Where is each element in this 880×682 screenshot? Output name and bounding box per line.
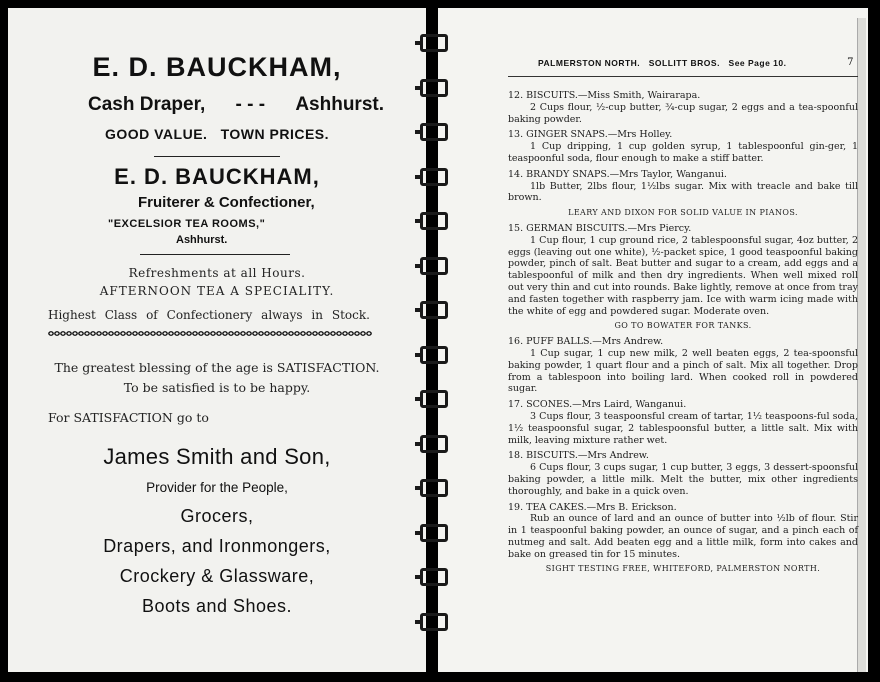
spiral-coil [420,613,448,631]
word: in [311,308,323,322]
recipe-title: 14. BRANDY SNAPS.—Mrs Taylor, Wanganui. [508,168,727,180]
page-number: 7 [847,57,854,68]
ad3-crockery: Crockery & Glassware, [119,566,315,586]
recipe-body: 3 Cups flour, 3 teaspoonsful cream of tartar, 1½ teaspoons-ful soda, 1½ teaspoonsful sugar, 2 tablespoonsful butter, a little salt. Mix with milk, leaving mixture rather wet. [508,410,858,446]
ad3-business-name: James Smith and Son, [103,444,331,469]
recipe-entry [508,169,858,219]
word: of [146,308,158,322]
recipe-body: 1 Cup flour, 1 cup ground rice, 2 tablespoonsful sugar, 4oz butter, 2 eggs (leaving out one white), ½-packet spice, 1 good teaspoonful baking powder, pinch of salt. Beat butter and sugar to a cream, add eggs and a tablespoonful of milk and then dry ingredients. When well mixed roll out very thin and cut into rounds. Bake lightly, remove at once from tray and fasten together with raspberry jam. Ice with warm icing made with the white of egg and powdered sugar. Moderate oven. [508,234,858,317]
recipe-title: 16. PUFF BALLS.—Mrs Andrew. [508,336,664,348]
recipe-entry [508,129,858,164]
ad2-subtitle: Fruiterer & Confectioner, [138,194,315,211]
inline-advert: GO TO BOWATER FOR TANKS. [614,321,752,331]
recipe-entry [508,502,858,576]
word: always [261,308,303,322]
ad1-business-name: E. D. BAUCKHAM, [92,52,342,82]
inline-advert: LEARY AND DIXON FOR SOLID VALUE IN PIANOS. [568,208,798,218]
page-edge [857,18,866,672]
spiral-coil [420,568,448,586]
divider [140,254,290,255]
recipe-body: Rub an ounce of lard and an ounce of butter into ½lb of flour. Stir in 1 teaspoonful baking powder, an ounce of sugar, and a pinch each of nutmeg and salt. Add beaten egg and a little milk, form into cakes and bake on greased tin for 15 minutes. [508,513,858,560]
recipe-entry [508,336,858,395]
ad3-grocers: Grocers, [180,506,254,526]
ad3-blessing: The greatest blessing of the age is SATISFACTION. [54,360,380,375]
recipe-body: 1lb Butter, 2lbs flour, 1½lbs sugar. Mix with treacle and bake till brown. [508,180,858,204]
word: Class [104,308,138,322]
spiral-binding [414,28,460,658]
recipe-title: 18. BISCUITS.—Mrs Andrew. [508,450,649,462]
ad3-boots: Boots and Shoes. [141,596,293,616]
ad3-satisfied: To be satisfied is to be happy. [123,380,311,395]
ad1-trade-line [88,94,384,116]
right-page [438,8,868,672]
spiral-coil [420,79,448,97]
word: Highest [48,308,96,322]
spiral-coil [420,390,448,408]
ad2-town: Ashhurst. [176,234,228,246]
spiral-coil [420,346,448,364]
spiral-coil [420,301,448,319]
ad2-confectionery-line [48,308,370,322]
ad2-tea-rooms: "EXCELSIOR TEA ROOMS," [108,218,266,230]
recipe-body: 2 Cups flour, ½-cup butter, ¾-cup sugar, 2 eggs and a tea-spoonful baking powder. [508,101,858,125]
recipe-body: 6 Cups flour, 3 cups sugar, 1 cup butter, 3 eggs, 3 dessert-spoonsful baking powder, a little milk. Melt the butter, mix other ingredients thoroughly, and bake in a quick oven. [508,462,858,497]
header-text: PALMERSTON NORTH. SOLLITT BROS. See Page 10. [538,58,787,68]
word: Confectionery [166,308,253,322]
spiral-coil [420,257,448,275]
left-page [8,8,426,672]
recipe-title: 17. SCONES.—Mrs Laird, Wanganui. [508,399,687,411]
ad2-business-name: E. D. BAUCKHAM, [114,164,320,189]
inline-advert: SIGHT TESTING FREE, WHITEFORD, PALMERSTON NORTH. [545,564,821,574]
running-header [508,54,858,77]
ad1-trade: Cash Draper, [88,94,206,115]
ad1-tagline: GOOD VALUE. TOWN PRICES. [104,126,330,142]
recipe-entry [508,223,858,332]
divider [154,156,280,157]
spiral-coil [420,435,448,453]
spiral-coil [420,123,448,141]
ad3-drapers: Drapers, and Ironmongers, [103,536,331,556]
recipe-entry [508,399,858,446]
spiral-coil [420,168,448,186]
recipe-body: 1 Cup sugar, 1 cup new milk, 2 well beaten eggs, 2 tea-spoonsful baking powder, 1 quart flour and a pinch of salt. Mix all together. Drop from a tablespoon into boiling lard. When cooked roll in powdered sugar. [508,347,858,395]
ad2-refreshments: Refreshments at all Hours. [128,266,306,280]
ad2-afternoon-tea: AFTERNOON TEA A SPECIALITY. [99,284,335,298]
spiral-coil [420,479,448,497]
recipe-entry [508,90,858,125]
ad1-town: Ashhurst. [295,94,384,115]
spiral-coil [420,524,448,542]
recipe-body: 1 Cup dripping, 1 cup golden syrup, 1 tablespoonful gin-ger, 1 teaspoonful soda, flour enough to make a stiff batter. [508,141,858,164]
recipe-title: 12. BISCUITS.—Miss Smith, Wairarapa. [508,90,701,101]
recipe-list [508,86,858,577]
recipe-entry [508,450,858,497]
ad3-provider: Provider for the People, [146,480,288,495]
ad1-dashes: - - - [235,94,266,115]
spiral-coil [420,212,448,230]
recipe-title: 15. GERMAN BISCUITS.—Mrs Piercy. [508,222,692,234]
recipe-title: 13. GINGER SNAPS.—Mrs Holley. [508,129,673,141]
recipe-title: 19. TEA CAKES.—Mrs B. Erickson. [508,501,677,513]
chain-border-ornament [48,330,372,337]
word: Stock. [331,308,370,322]
ad3-go-to: For SATISFACTION go to [48,410,209,425]
spiral-coil [420,34,448,52]
